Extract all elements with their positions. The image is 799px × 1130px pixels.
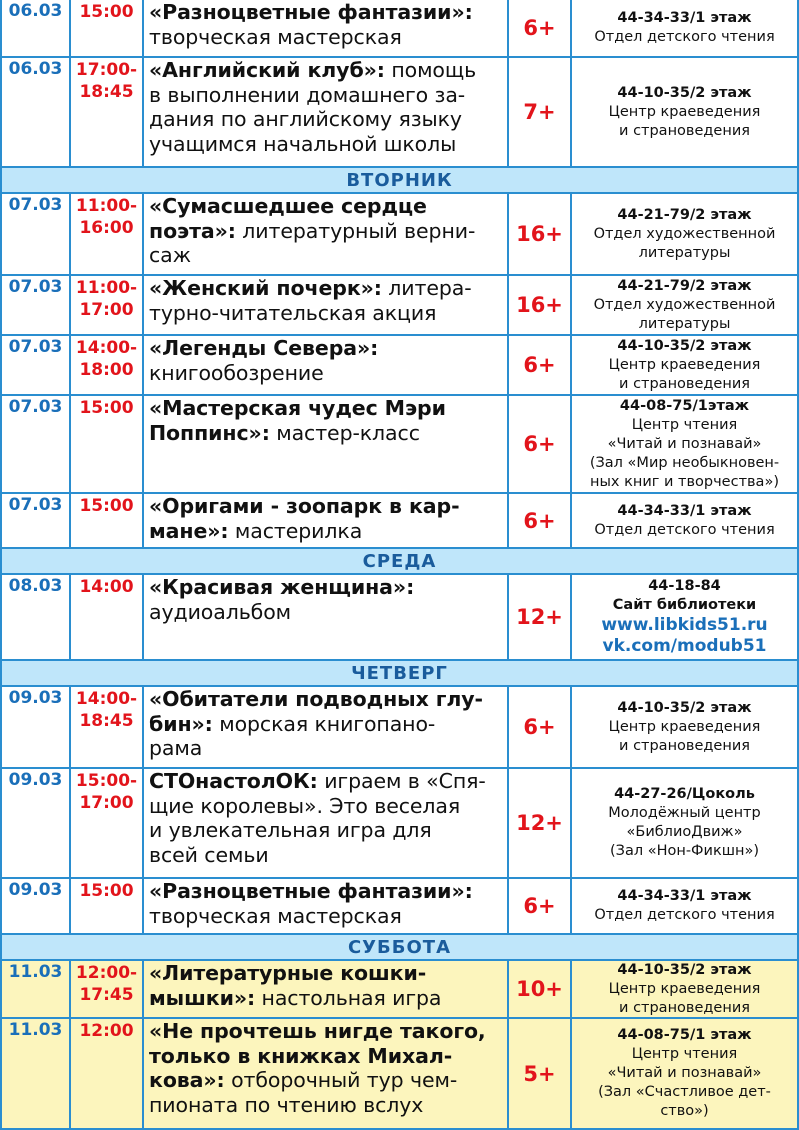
description-line xyxy=(149,961,505,986)
description-text: настольная игра xyxy=(255,985,442,1010)
description-line xyxy=(149,1019,505,1044)
age-rating xyxy=(509,58,572,166)
age-rating xyxy=(509,575,572,659)
location-phone: 44-34-33/1 этаж xyxy=(617,502,752,519)
event-location xyxy=(572,961,799,1017)
description-line: аудиоальбом xyxy=(149,599,292,624)
event-title: «Красивая женщина»: xyxy=(149,575,415,599)
event-time xyxy=(71,276,144,334)
event-title: только в книжках Михал- xyxy=(149,1043,453,1068)
location-line: Сайт библиотеки xyxy=(612,597,757,613)
description-text: отборочный тур чем- xyxy=(224,1068,458,1092)
event-description xyxy=(144,575,509,659)
event-title: поэта»: xyxy=(149,218,236,243)
description-line: творческая мастерская xyxy=(149,24,402,49)
description-line xyxy=(149,986,505,1011)
date-text: 09.03 xyxy=(8,770,63,790)
day-name: ЧЕТВЕРГ xyxy=(351,662,448,684)
description-line xyxy=(149,219,505,244)
date-text: 07.03 xyxy=(8,195,63,215)
age-rating xyxy=(509,687,572,767)
event-row xyxy=(0,396,799,494)
description-line: саж xyxy=(149,243,192,267)
description-line xyxy=(149,276,505,301)
event-description xyxy=(144,336,509,394)
event-title: «Мастерская чудес Мэри xyxy=(149,396,446,420)
description-line: творческая мастерская xyxy=(149,903,402,928)
age-text: 7+ xyxy=(523,100,556,124)
event-title: «Сумасшедшее сердце xyxy=(149,194,427,218)
description-line xyxy=(149,421,505,446)
description-line: в выполнении домашнего за- xyxy=(149,82,466,107)
event-title: «Обитатели подводных глу- xyxy=(149,687,483,711)
age-text: 16+ xyxy=(516,293,563,317)
date-text: 08.03 xyxy=(8,576,63,596)
event-time xyxy=(71,575,144,659)
location-phone: 44-10-35/2 этаж xyxy=(617,961,752,978)
day-header xyxy=(0,661,799,687)
time-line: 14:00- xyxy=(75,338,138,358)
location-phone: 44-34-33/1 этаж xyxy=(617,888,752,904)
event-time xyxy=(71,879,144,933)
date-text: 07.03 xyxy=(8,397,63,417)
time-line: 11:00- xyxy=(75,278,138,298)
website-link[interactable]: vk.com/modub51 xyxy=(602,636,767,656)
event-location xyxy=(572,0,799,56)
event-row xyxy=(0,687,799,769)
age-rating xyxy=(509,1019,572,1128)
description-line xyxy=(149,1044,505,1069)
age-text: 16+ xyxy=(516,222,563,246)
event-date xyxy=(0,1019,71,1128)
website-link[interactable]: www.libkids51.ru xyxy=(601,615,768,635)
day-header xyxy=(0,168,799,194)
event-title: «Оригами - зоопарк в кар- xyxy=(149,494,460,518)
event-date xyxy=(0,575,71,659)
description-text: литературный верни- xyxy=(235,218,476,243)
description-line xyxy=(149,194,505,219)
event-date xyxy=(0,336,71,394)
event-date xyxy=(0,494,71,547)
location-line: Центр чтения xyxy=(631,1046,738,1062)
location-line: Отдел детского чтения xyxy=(594,907,775,923)
description-line xyxy=(149,687,505,712)
location-phone: 44-27-26/Цоколь xyxy=(614,786,755,802)
age-rating xyxy=(509,0,572,56)
event-description xyxy=(144,494,509,547)
event-time xyxy=(71,769,144,877)
event-date xyxy=(0,769,71,877)
event-description xyxy=(144,194,509,274)
event-description xyxy=(144,1019,509,1128)
event-description xyxy=(144,0,509,56)
day-name: СРЕДА xyxy=(362,550,437,572)
description-line xyxy=(149,0,505,25)
event-location xyxy=(572,687,799,767)
description-text: литера- xyxy=(381,276,472,300)
date-text: 06.03 xyxy=(8,1,63,21)
description-text: играем в «Спя- xyxy=(317,769,486,793)
location-line: Отдел художественной xyxy=(593,296,776,313)
event-title: кова»: xyxy=(149,1068,225,1092)
time-line: 11:00- xyxy=(75,196,138,216)
description-text: помощь xyxy=(384,58,477,82)
location-line: Отдел детского чтения xyxy=(594,521,775,538)
location-line: и страноведения xyxy=(619,122,750,139)
age-rating xyxy=(509,336,572,394)
location-line: «Читай и познавай» xyxy=(607,435,762,452)
location-line: (Зал «Счастливое дет- xyxy=(598,1084,771,1100)
event-title: «Разноцветные фантазии»: xyxy=(149,0,473,24)
time-line: 17:00- xyxy=(75,60,138,80)
event-description xyxy=(144,687,509,767)
event-date xyxy=(0,961,71,1017)
time-line: 12:00 xyxy=(79,1021,134,1041)
event-time xyxy=(71,961,144,1017)
event-location xyxy=(572,58,799,166)
event-row xyxy=(0,575,799,661)
event-row xyxy=(0,276,799,336)
description-line: пионата по чтению вслух xyxy=(149,1092,424,1117)
event-location xyxy=(572,194,799,274)
age-text: 6+ xyxy=(523,715,556,739)
event-time xyxy=(71,336,144,394)
date-text: 06.03 xyxy=(8,59,63,79)
age-rating xyxy=(509,879,572,933)
event-time xyxy=(71,0,144,56)
event-location xyxy=(572,494,799,547)
description-line xyxy=(149,879,505,904)
time-line: 15:00 xyxy=(79,496,134,516)
age-text: 6+ xyxy=(523,16,556,40)
location-phone: 44-08-75/1этаж xyxy=(619,397,750,414)
event-row xyxy=(0,961,799,1019)
event-title: «Не прочтешь нигде такого, xyxy=(149,1019,486,1043)
age-text: 6+ xyxy=(523,894,556,918)
age-rating xyxy=(509,494,572,547)
time-line: 18:45 xyxy=(79,82,134,102)
event-title: Поппинс»: xyxy=(149,420,270,445)
description-line: щие королевы». Это веселая xyxy=(149,793,461,818)
event-row xyxy=(0,769,799,879)
location-phone: 44-10-35/2 этаж xyxy=(617,699,752,716)
location-line: Отдел детского чтения xyxy=(594,29,775,45)
location-line: ство») xyxy=(660,1103,709,1119)
event-description xyxy=(144,276,509,334)
event-description xyxy=(144,961,509,1017)
event-title: «Легенды Севера»: xyxy=(149,336,379,360)
time-line: 14:00- xyxy=(75,689,138,709)
age-text: 6+ xyxy=(523,432,556,456)
location-line: Отдел художественной xyxy=(593,225,776,242)
event-date xyxy=(0,58,71,166)
location-line: (Зал «Мир необыкновен- xyxy=(589,454,780,471)
age-text: 6+ xyxy=(523,508,556,533)
age-text: 6+ xyxy=(523,353,556,377)
event-time xyxy=(71,194,144,274)
event-row xyxy=(0,336,799,396)
date-text: 07.03 xyxy=(8,337,63,357)
event-location xyxy=(572,276,799,334)
event-description xyxy=(144,879,509,933)
description-line xyxy=(149,58,505,83)
time-line: 17:00 xyxy=(79,300,134,320)
age-rating xyxy=(509,194,572,274)
event-date xyxy=(0,879,71,933)
description-line xyxy=(149,575,505,600)
description-text: мастерилка xyxy=(228,518,363,543)
event-time xyxy=(71,1019,144,1128)
event-time xyxy=(71,494,144,547)
description-line xyxy=(149,336,505,361)
event-row xyxy=(0,879,799,935)
time-line: 15:00 xyxy=(79,2,134,22)
date-text: 07.03 xyxy=(8,277,63,297)
event-location xyxy=(572,769,799,877)
event-row xyxy=(0,194,799,276)
date-text: 07.03 xyxy=(8,495,63,515)
description-line xyxy=(149,519,505,544)
location-phone: 44-18-84 xyxy=(648,578,721,594)
event-title: «Литературные кошки- xyxy=(149,961,427,985)
location-phone: 44-34-33/1 этаж xyxy=(617,10,752,26)
location-line: литературы xyxy=(638,315,731,332)
location-line: Центр чтения xyxy=(631,416,738,433)
event-date xyxy=(0,276,71,334)
date-text: 11.03 xyxy=(8,1020,63,1040)
time-line: 15:00 xyxy=(79,881,134,901)
event-row xyxy=(0,58,799,168)
description-line: турно-читательская акция xyxy=(149,300,437,325)
location-line: и страноведения xyxy=(619,737,750,754)
event-title: «Разноцветные фантазии»: xyxy=(149,879,473,903)
event-title: «Женский почерк»: xyxy=(149,276,382,300)
event-date xyxy=(0,194,71,274)
event-description xyxy=(144,396,509,492)
event-time xyxy=(71,687,144,767)
event-title: СТОнастолОК: xyxy=(149,769,318,793)
age-text: 5+ xyxy=(523,1061,556,1086)
time-line: 14:00 xyxy=(79,577,134,597)
location-phone: 44-10-35/2 этаж xyxy=(617,84,752,101)
location-phone: 44-08-75/1 этаж xyxy=(617,1027,752,1043)
description-line: рама xyxy=(149,736,203,760)
description-line: книгообозрение xyxy=(149,360,324,385)
description-line xyxy=(149,712,505,737)
description-line xyxy=(149,396,505,421)
description-line xyxy=(149,1068,505,1093)
time-line: 15:00 xyxy=(79,398,134,418)
location-line: Молодёжный центр xyxy=(608,805,761,821)
date-text: 11.03 xyxy=(8,962,63,982)
location-line: ных книг и творчества») xyxy=(590,473,779,490)
location-line: Центр краеведения xyxy=(608,980,761,997)
date-text: 09.03 xyxy=(8,880,63,900)
location-line: Центр краеведения xyxy=(608,356,761,373)
description-line xyxy=(149,494,505,519)
location-line: Центр краеведения xyxy=(608,103,761,120)
event-title: бин»: xyxy=(149,711,213,736)
event-location xyxy=(572,575,799,659)
event-row xyxy=(0,1019,799,1130)
event-title: «Английский клуб»: xyxy=(149,58,385,82)
date-text: 09.03 xyxy=(8,688,63,708)
event-description xyxy=(144,58,509,166)
time-line: 15:00- xyxy=(75,771,138,791)
age-rating xyxy=(509,276,572,334)
event-date xyxy=(0,396,71,492)
description-line: дания по английскому языку xyxy=(149,107,462,131)
event-row xyxy=(0,494,799,549)
location-phone: 44-21-79/2 этаж xyxy=(617,206,752,223)
location-line: литературы xyxy=(638,244,731,261)
location-phone: 44-10-35/2 этаж xyxy=(617,337,752,354)
location-line: «Читай и познавай» xyxy=(607,1065,762,1081)
event-row xyxy=(0,0,799,58)
time-line: 17:00 xyxy=(79,793,134,813)
time-line: 18:00 xyxy=(79,360,134,380)
age-rating xyxy=(509,961,572,1017)
time-line: 12:00- xyxy=(75,963,138,983)
day-header xyxy=(0,549,799,575)
age-text: 12+ xyxy=(516,811,563,835)
description-text: мастер-класс xyxy=(269,420,420,445)
age-text: 10+ xyxy=(516,977,563,1001)
event-time xyxy=(71,58,144,166)
event-location xyxy=(572,879,799,933)
description-line xyxy=(149,769,505,794)
location-line: и страноведения xyxy=(619,999,750,1016)
event-location xyxy=(572,1019,799,1128)
age-rating xyxy=(509,769,572,877)
location-line: Центр краеведения xyxy=(608,718,761,735)
description-text: морская книгопано- xyxy=(212,711,436,736)
description-line: учащимся начальной школы xyxy=(149,131,457,156)
day-name: ВТОРНИК xyxy=(346,169,453,191)
age-text: 12+ xyxy=(516,605,563,629)
day-name: СУББОТА xyxy=(347,936,452,958)
event-date xyxy=(0,687,71,767)
location-line: «БиблиоДвиж» xyxy=(626,824,743,840)
event-time xyxy=(71,396,144,492)
event-location xyxy=(572,396,799,492)
description-line: и увлекательная игра для xyxy=(149,818,432,842)
age-rating xyxy=(509,396,572,492)
time-line: 17:45 xyxy=(79,985,134,1005)
description-line: всей семьи xyxy=(149,842,269,867)
location-line: и страноведения xyxy=(619,375,750,392)
event-description xyxy=(144,769,509,877)
event-date xyxy=(0,0,71,56)
event-location xyxy=(572,336,799,394)
location-line: (Зал «Нон-Фикшн») xyxy=(609,843,759,859)
time-line: 16:00 xyxy=(79,218,134,238)
location-phone: 44-21-79/2 этаж xyxy=(617,277,752,294)
day-header xyxy=(0,935,799,961)
event-title: мышки»: xyxy=(149,985,256,1010)
event-title: мане»: xyxy=(149,518,229,543)
time-line: 18:45 xyxy=(79,711,134,731)
